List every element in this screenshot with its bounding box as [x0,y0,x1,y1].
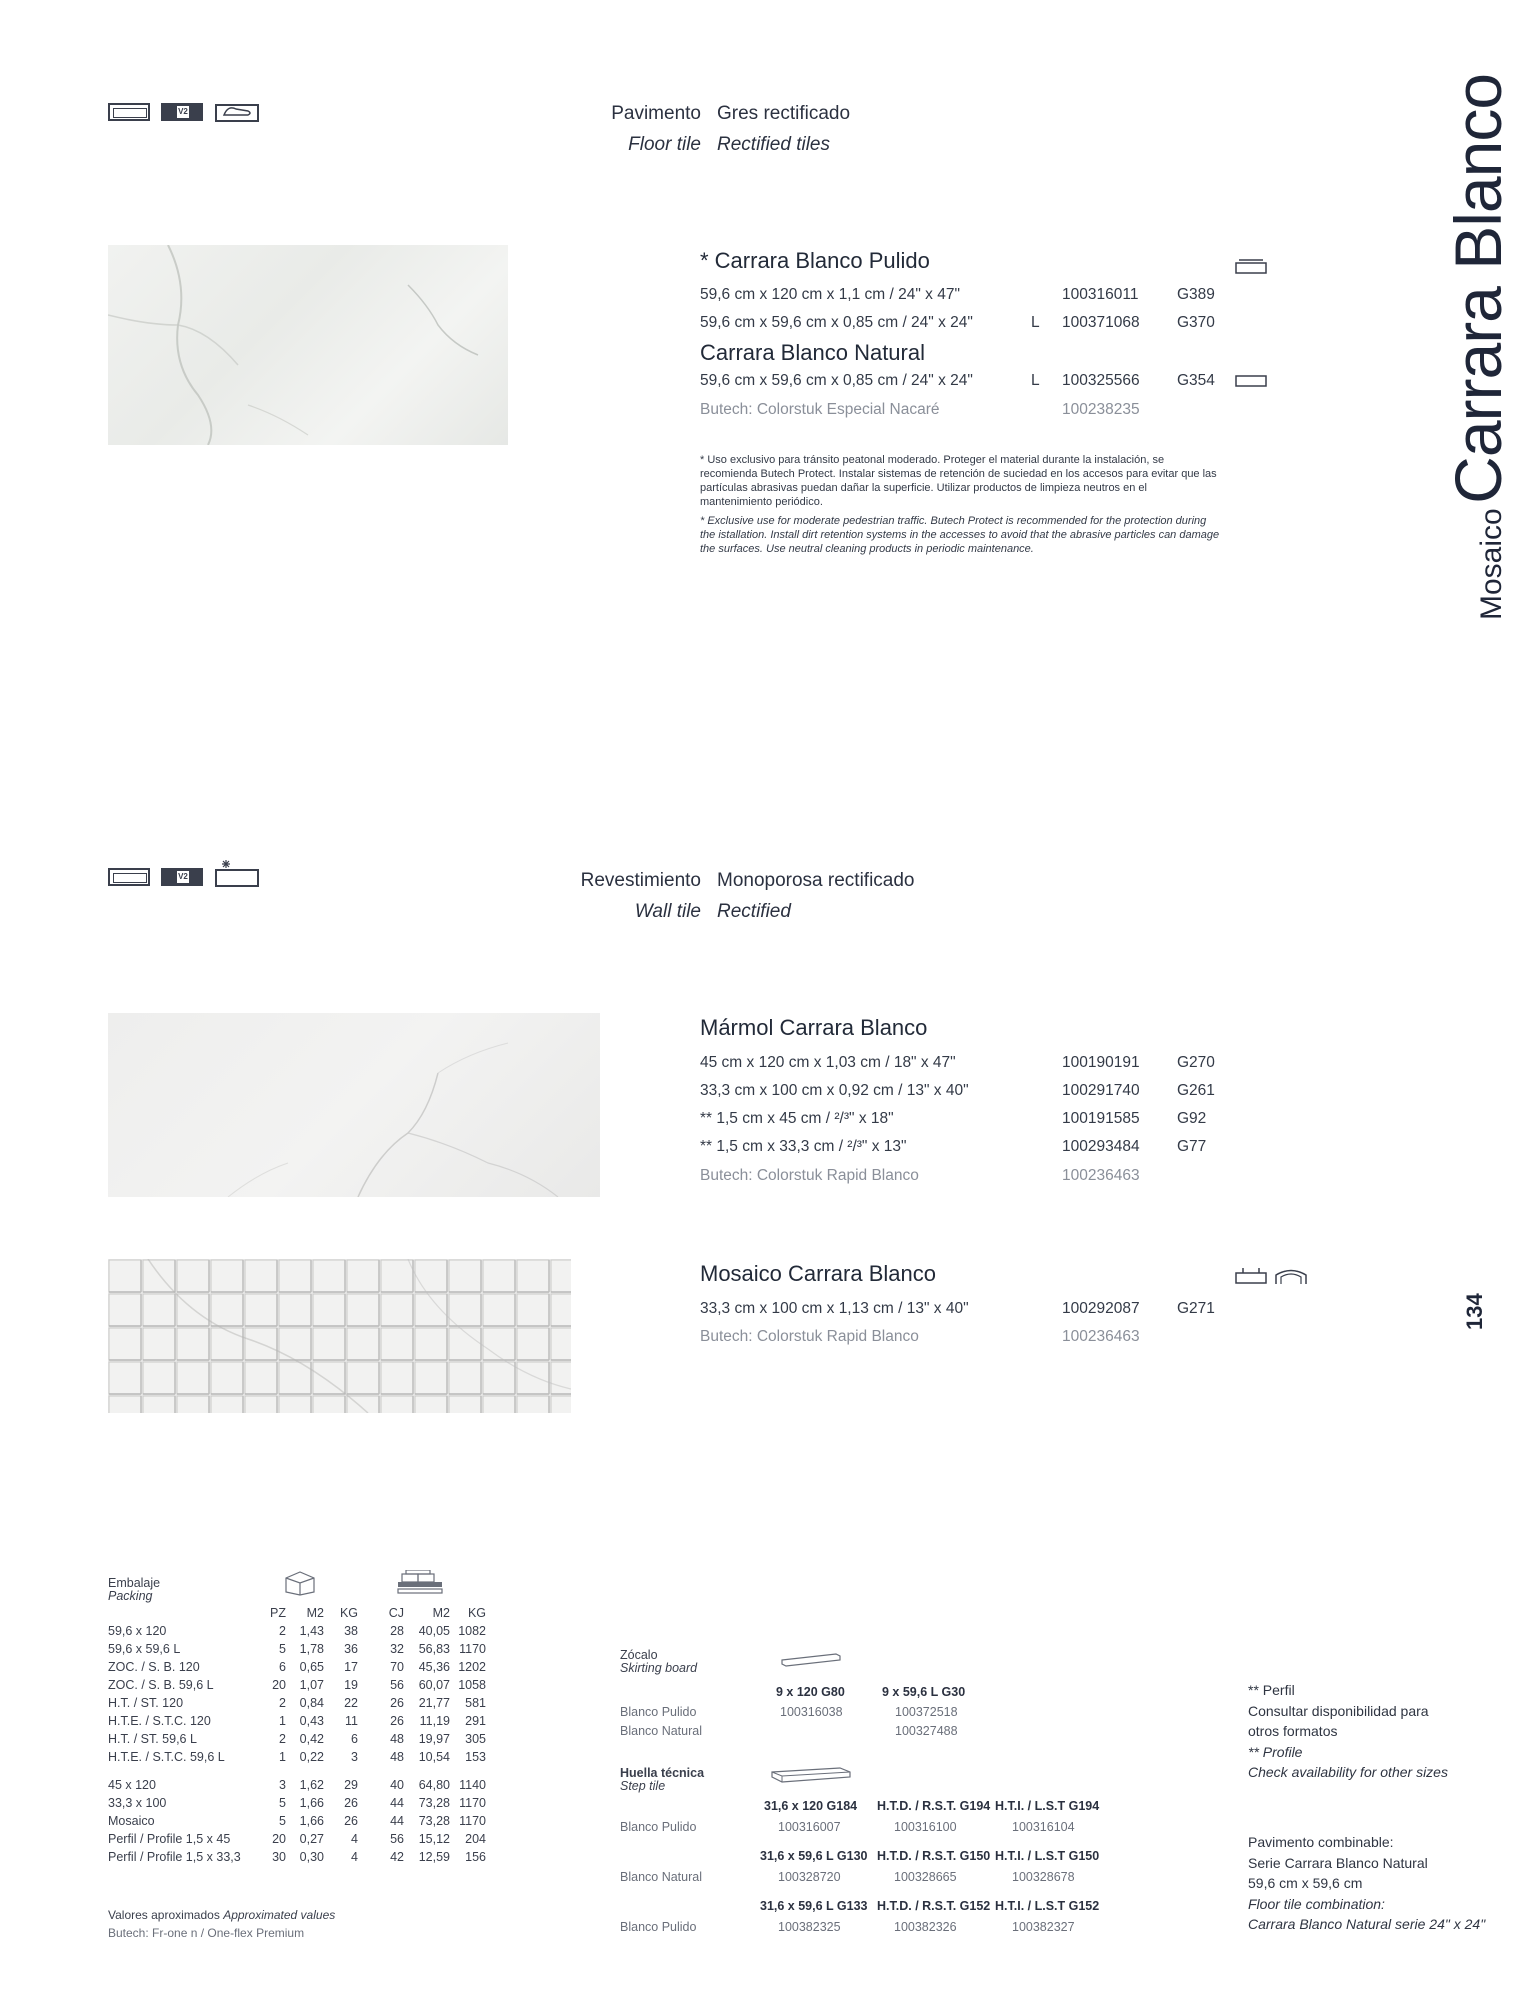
packing-value: 22 [344,1696,358,1710]
packing-value: 44 [390,1814,404,1828]
skirting-code: 100316038 [780,1705,843,1719]
packing-value: 1082 [458,1624,486,1638]
packing-value: 38 [344,1624,358,1638]
spec-code: 100291740 [1062,1082,1140,1099]
spec-group: G271 [1177,1300,1215,1317]
packing-value: 30 [272,1850,286,1864]
packing-value: 11 [345,1714,358,1728]
packing-value: 10,54 [418,1750,450,1764]
floor-tile-icon [108,103,150,121]
section2-type-es: Revestimiento [580,870,701,891]
v2-variation-icon: V2 [161,103,203,121]
packing-row [108,1794,486,1812]
packing-format: ZOC. / S. B. 120 [108,1660,200,1674]
packing-format: 59,6 x 120 [108,1624,167,1638]
step-title-es: Huella técnica [620,1766,705,1780]
packing-value: 1,43 [299,1624,324,1638]
mesh-mounted-icon [1234,1266,1268,1286]
spec-group: G389 [1177,286,1215,303]
packing-value: 26 [390,1696,404,1710]
packing-format: H.T. / ST. 59,6 L [108,1732,197,1746]
packing-value: 36 [344,1642,358,1656]
packing-value: 1 [279,1750,286,1764]
spec-flag: L [1031,372,1040,389]
packing-row [108,1712,486,1730]
packing-value: 32 [390,1642,404,1656]
profile-en-1: ** Profile [1248,1743,1303,1760]
packing-format: Perfil / Profile 1,5 x 33,3 [108,1850,241,1864]
butech-label: Butech: Colorstuk Especial Nacaré [700,401,940,418]
packing-header-row [108,1604,486,1622]
butech-code: 100236463 [1062,1167,1140,1184]
packing-title-es: Embalaje [108,1576,161,1590]
spec-size: ** 1,5 cm x 45 cm / ²/³" x 18" [700,1110,894,1127]
combination-note [1248,1832,1485,1935]
spec-code: 100292087 [1062,1300,1140,1317]
section1-icons [108,103,268,127]
packing-row [108,1812,486,1830]
packing-value: 1140 [459,1778,486,1792]
section1-type-es: Pavimento [611,103,701,124]
page-number: 134 [1462,1293,1487,1330]
packing-value: 6 [351,1732,358,1746]
spec-group: G77 [1177,1138,1207,1155]
step-code: 100328665 [894,1870,957,1884]
packing-value: 20 [272,1678,286,1692]
skirting-col1: 9 x 120 G80 [776,1685,845,1699]
comb-en-2: Carrara Blanco Natural serie 24" x 24" [1248,1916,1486,1932]
section2-material-en: Rectified [717,901,791,922]
v2-variation-icon: V2 [161,868,203,886]
packing-value: 20 [272,1832,286,1846]
packing-value: 1,78 [299,1642,324,1656]
butech-label: Butech: Colorstuk Rapid Blanco [700,1328,919,1345]
packing-value: 15,12 [418,1832,450,1846]
packing-value: 156 [465,1850,486,1864]
step-head: 31,6 x 59,6 L G130 [760,1849,868,1863]
skirting-row-name: Blanco Natural [620,1724,702,1738]
packing-format: Perfil / Profile 1,5 x 45 [108,1832,231,1846]
step-row-name: Blanco Pulido [620,1820,697,1834]
packing-value: 581 [465,1696,486,1710]
product-name: Mármol Carrara Blanco [700,1015,928,1040]
packing-value: 11,19 [419,1714,450,1728]
packing-row [108,1830,486,1848]
step-code: 100328678 [1012,1870,1075,1884]
packing-table [108,1604,486,1866]
approx-es: Valores aproximados [108,1908,220,1922]
mosaico-carrara-image [108,1259,571,1413]
step-code: 100316100 [894,1820,957,1834]
step-title-en: Step tile [620,1779,666,1793]
packing-value: 60,07 [418,1678,450,1692]
product-name: Mosaico Carrara Blanco [700,1261,936,1286]
header-kg: KG [339,1606,358,1620]
packing-value: 1170 [459,1814,486,1828]
packing-value: 56 [390,1678,404,1692]
packing-row [108,1640,486,1658]
packing-format: 59,6 x 59,6 L [108,1642,181,1656]
pallet-icon [396,1570,444,1596]
step-head: 31,6 x 120 G184 [764,1799,858,1813]
header-m2: M2 [306,1606,324,1620]
spec-group: G92 [1177,1110,1207,1127]
packing-value: 0,22 [299,1750,324,1764]
product-name: * Carrara Blanco Pulido [700,248,930,273]
packing-row [108,1848,486,1866]
spec-size: 59,6 cm x 120 cm x 1,1 cm / 24" x 47" [700,286,960,303]
packing-value: 5 [279,1642,286,1656]
profile-es-2: Consultar disponibilidad para [1248,1702,1429,1719]
packing-value: 73,28 [418,1796,450,1810]
step-head: H.T.I. / L.S.T G150 [995,1849,1100,1863]
packing-value: 3 [279,1778,286,1792]
butech-code: 100236463 [1062,1328,1140,1345]
packing-value: 6 [279,1660,286,1674]
step-row-name: Blanco Natural [620,1870,702,1884]
spec-flag: L [1031,314,1040,331]
packing-value: 48 [390,1750,404,1764]
usage-note-en: * Exclusive use for moderate pedestrian traffic. Butech Protect is recommended for the protection during the istallation. Install dirt retention systems in the accesses to avoid that the abrasive particles can damage the surfaces. Use neutral cleaning products in periodic maintenance. [700,515,1220,555]
wall-tile-icon [108,868,150,886]
packing-row [108,1622,486,1640]
spec-code: 100325566 [1062,372,1140,389]
packing-value: 29 [344,1778,358,1792]
header-cj: CJ [388,1606,404,1620]
packing-value: 1,07 [299,1678,324,1692]
section1-type-en: Floor tile [628,134,701,155]
spec-size: 33,3 cm x 100 cm x 1,13 cm / 13" x 40" [700,1300,969,1317]
packing-value: 2 [279,1624,286,1638]
packing-format: H.T. / ST. 120 [108,1696,184,1710]
side-title [1440,74,1516,620]
packing-value: 70 [390,1660,404,1674]
packing-format: 45 x 120 [108,1778,156,1792]
packing-row [108,1658,486,1676]
profile-es-3: otros formatos [1248,1723,1338,1739]
packing-value: 19,97 [418,1732,450,1746]
packing-value: 28 [390,1624,404,1638]
header-m2: M2 [432,1606,450,1620]
packing-value: 305 [465,1732,486,1746]
step-row-name: Blanco Pulido [620,1920,697,1934]
section2-material-es: Monoporosa rectificado [717,870,915,891]
step-code: 100382326 [894,1920,957,1934]
foot-traffic-icon [214,99,260,123]
packing-value: 48 [390,1732,404,1746]
packing-row [108,1748,486,1766]
butech-code: 100238235 [1062,401,1140,418]
spec-size: 33,3 cm x 100 cm x 0,92 cm / 13" x 40" [700,1082,969,1099]
tile-edge-flat-icon [1234,373,1268,389]
header-pz: PZ [270,1606,286,1620]
packing-row [108,1676,486,1694]
packing-row [108,1730,486,1748]
section2-icons [108,868,268,892]
side-title-name: Carrara Blanco [1441,73,1515,504]
side-title-series: Mosaico [1475,508,1508,620]
skirting-title-es: Zócalo [620,1648,658,1662]
step-head: H.T.D. / R.S.T. G194 [877,1799,991,1813]
step-head: H.T.D. / R.S.T. G150 [877,1849,991,1863]
packing-value: 56 [390,1832,404,1846]
packing-value: 3 [351,1750,358,1764]
step-code: 100328720 [778,1870,841,1884]
packing-value: 1058 [458,1678,486,1692]
step-code: 100382327 [1012,1920,1075,1934]
step-code: 100316104 [1012,1820,1075,1834]
skirting-code: 100372518 [895,1705,958,1719]
packing-value: 0,27 [299,1832,324,1846]
spec-group: G261 [1177,1082,1215,1099]
skirting-board-icon [780,1650,842,1668]
packing-value: 2 [279,1732,286,1746]
spec-code: 100371068 [1062,314,1140,331]
packing-value: 291 [465,1714,486,1728]
step-head: H.T.I. / L.S.T G194 [995,1799,1100,1813]
packing-value: 1170 [459,1642,486,1656]
step-code: 100382325 [778,1920,841,1934]
packing-value: 5 [279,1814,286,1828]
packing-value: 19 [344,1678,358,1692]
packing-value: 1 [279,1714,286,1728]
curved-surface-icon [1274,1266,1308,1286]
spec-group: G270 [1177,1054,1215,1071]
comb-es-2: Serie Carrara Blanco Natural [1248,1854,1428,1871]
packing-value: 12,59 [418,1850,450,1864]
packing-title-en: Packing [108,1589,153,1603]
step-head: 31,6 x 59,6 L G133 [760,1899,868,1913]
header-kg: KG [467,1606,486,1620]
spec-size: ** 1,5 cm x 33,3 cm / ²/³" x 13" [700,1138,907,1155]
packing-value: 40,05 [418,1624,450,1638]
spec-code: 100316011 [1062,286,1139,303]
light-reflection-icon [214,858,260,888]
profile-es-1: ** Perfil [1248,1682,1295,1698]
product-name: Carrara Blanco Natural [700,340,925,365]
packing-value: 0,42 [299,1732,324,1746]
packing-format: Mosaico [108,1814,155,1828]
packing-format: ZOC. / S. B. 59,6 L [108,1678,214,1692]
carrara-pulido-image [108,245,508,445]
packing-butech: Butech: Fr-one n / One-flex Premium [108,1926,305,1940]
packing-format: H.T.E. / S.T.C. 59,6 L [108,1750,225,1764]
packing-value: 204 [465,1832,486,1846]
packing-value: 1202 [458,1660,486,1674]
packing-value: 26 [344,1796,358,1810]
usage-note-es: * Uso exclusivo para tránsito peatonal moderado. Proteger el material durante la instalación, se recomienda Butech Protect. Instalar sistemas de retención de suciedad en los accesos para evitar que las partículas abrasivas puedan dañar la superficie. Utilizar productos de limpieza neutros en el mantenimiento periódico. [700,454,1217,508]
step-head: H.T.D. / R.S.T. G152 [877,1899,991,1913]
skirting-row-name: Blanco Pulido [620,1705,697,1719]
skirting-code: 100327488 [895,1724,958,1738]
section1-material-en: Rectified tiles [717,134,830,155]
profile-note [1248,1680,1448,1783]
packing-value: 26 [344,1814,358,1828]
box-icon [283,1570,317,1596]
spec-code: 100191585 [1062,1110,1140,1127]
packing-value: 0,43 [299,1714,324,1728]
packing-value: 26 [390,1714,404,1728]
section1-material-es: Gres rectificado [717,103,851,124]
profile-en-2: Check availability for other sizes [1248,1764,1448,1780]
step-tile-icon [770,1764,852,1786]
spec-code: 100190191 [1062,1054,1140,1071]
section2-type-en: Wall tile [634,901,701,922]
butech-label: Butech: Colorstuk Rapid Blanco [700,1167,919,1184]
step-head: H.T.I. / L.S.T G152 [995,1899,1100,1913]
approx-en: Approximated values [223,1908,336,1922]
packing-value: 0,65 [299,1660,324,1674]
packing-value: 44 [390,1796,404,1810]
comb-es-3: 59,6 cm x 59,6 cm [1248,1875,1363,1891]
packing-value: 4 [351,1850,358,1864]
comb-es-1: Pavimento combinable: [1248,1834,1394,1850]
packing-value: 153 [465,1750,486,1764]
comb-en-1: Floor tile combination: [1248,1895,1385,1912]
packing-value: 42 [390,1850,404,1864]
skirting-title-en: Skirting board [620,1661,698,1675]
packing-value: 56,83 [418,1642,450,1656]
packing-value: 45,36 [418,1660,450,1674]
step-code: 100316007 [778,1820,841,1834]
packing-format: H.T.E. / S.T.C. 120 [108,1714,211,1728]
packing-row [108,1776,486,1794]
packing-value: 5 [279,1796,286,1810]
spec-size: 45 cm x 120 cm x 1,03 cm / 18" x 47" [700,1054,956,1071]
packing-value: 1170 [459,1796,486,1810]
tile-edge-icon [1234,256,1268,276]
spec-group: G370 [1177,314,1215,331]
packing-value: 17 [344,1660,358,1674]
marmol-carrara-image [108,1013,600,1197]
packing-value: 40 [390,1778,404,1792]
skirting-col2: 9 x 59,6 L G30 [882,1685,966,1699]
packing-value: 21,77 [418,1696,450,1710]
packing-value: 1,66 [299,1814,324,1828]
approx-note [108,1908,335,1922]
packing-value: 4 [351,1832,358,1846]
spec-code: 100293484 [1062,1138,1140,1155]
packing-row [108,1694,486,1712]
packing-value: 73,28 [418,1814,450,1828]
packing-value: 0,84 [299,1696,324,1710]
packing-value: 1,66 [299,1796,324,1810]
packing-format: 33,3 x 100 [108,1796,167,1810]
packing-value: 1,62 [299,1778,324,1792]
spec-group: G354 [1177,372,1215,389]
spec-size: 59,6 cm x 59,6 cm x 0,85 cm / 24" x 24" [700,372,973,389]
packing-value: 2 [279,1696,286,1710]
packing-value: 0,30 [299,1850,324,1864]
packing-value: 64,80 [418,1778,450,1792]
spec-size: 59,6 cm x 59,6 cm x 0,85 cm / 24" x 24" [700,314,973,331]
